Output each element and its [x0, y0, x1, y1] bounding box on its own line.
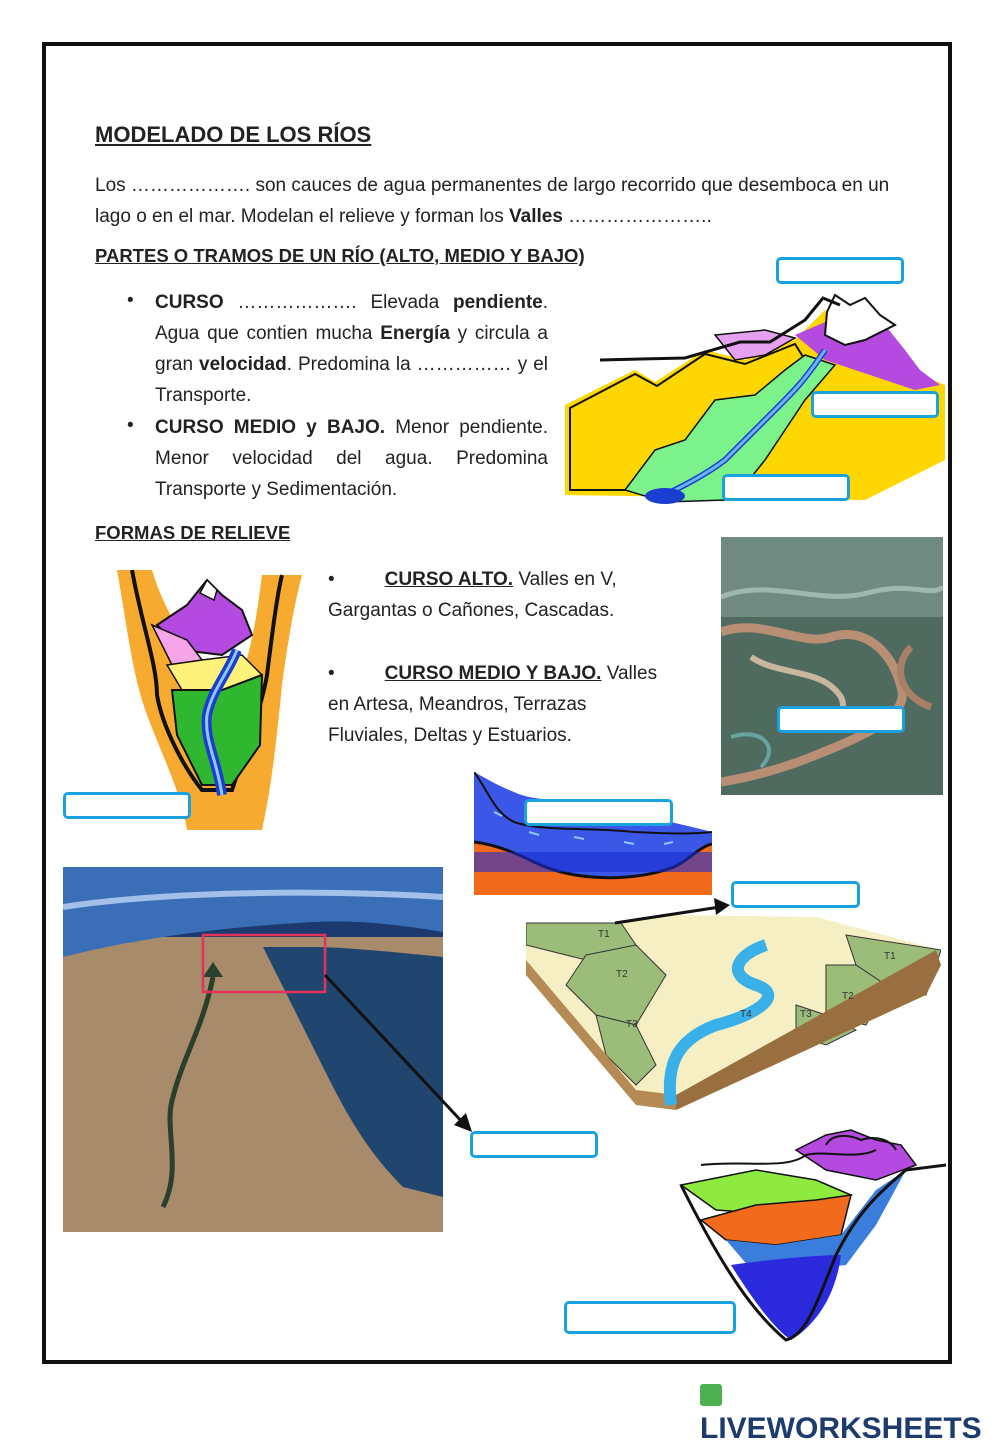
fluvial-terraces-illustration: [526, 905, 941, 1115]
artesa-valley-illustration: [474, 772, 712, 895]
bullet1-pendiente: pendiente: [452, 292, 543, 313]
bullet-curso-alto: [155, 287, 548, 411]
answer-box-curso-alto[interactable]: [776, 257, 904, 284]
formas-alto-text: Valles en V,: [513, 569, 617, 590]
liveworksheets-icon: [700, 1384, 722, 1406]
formas-alto-head: CURSO ALTO.: [384, 569, 514, 590]
bullet2-head: CURSO MEDIO y BAJO.: [155, 417, 386, 438]
terraces-arrow: [610, 895, 735, 930]
formas-medio-line3: Fluviales, Deltas y Estuarios.: [328, 725, 572, 746]
meander-photo: [721, 537, 943, 795]
brand-text: LIVEWORKSHEETS: [700, 1412, 982, 1445]
formas-medio-text: Valles: [601, 663, 658, 684]
bullet1-dots: ………………. Elevada: [223, 292, 453, 313]
bullet-dot: •: [328, 663, 335, 684]
answer-box-valle-v[interactable]: [63, 792, 191, 819]
terrace-label: T3: [800, 1009, 812, 1020]
answer-box-delta[interactable]: [470, 1131, 598, 1158]
answer-box-valle-artesa[interactable]: [524, 799, 673, 826]
formas-alto-line1: [328, 564, 617, 595]
answer-box-curso-bajo[interactable]: [722, 474, 850, 501]
intro-text-1: Los ………………. son cauces de agua permanentes de largo recorrido que desemboca en un lago o en el mar. Modelan el relieve y forman los: [95, 175, 890, 227]
terrace-label: T3: [626, 1019, 638, 1030]
delta-arrow: [320, 970, 480, 1140]
formas-medio-line1: [328, 658, 657, 689]
bullet1-text1: . Agua que contien mucha: [155, 292, 548, 344]
answer-box-meandro[interactable]: [777, 706, 905, 733]
formas-medio-line2: en Artesa, Meandros, Terrazas: [328, 694, 587, 715]
section-formas-heading: FORMAS DE RELIEVE: [95, 522, 291, 543]
terrace-label: T2: [842, 991, 854, 1002]
terrace-label: T1: [884, 951, 896, 962]
formas-medio-head: CURSO MEDIO Y BAJO.: [384, 663, 602, 684]
bullet1-energia: Energía: [380, 323, 450, 344]
section-tramos-heading: PARTES O TRAMOS DE UN RÍO (ALTO, MEDIO Y BAJO): [95, 245, 585, 266]
intro-valles: Valles: [509, 206, 563, 227]
bullet1-text3: . Predomina la …………… y el Transporte.: [155, 354, 548, 406]
bullet1-velocidad: velocidad: [199, 354, 287, 375]
answer-box-terrazas[interactable]: [731, 881, 860, 908]
bullet1-curso: CURSO: [155, 292, 224, 313]
intro-text-2: …………………..: [562, 206, 712, 227]
liveworksheets-logo: [700, 1378, 1000, 1446]
page-title: MODELADO DE LOS RÍOS: [95, 122, 372, 147]
bullet-dot: •: [328, 569, 335, 590]
terrace-label: T4: [740, 1009, 752, 1020]
bullet1-text2: y circula a gran: [155, 323, 548, 375]
terrace-label: T1: [598, 929, 610, 940]
bullet2-text: Menor pendiente. Menor velocidad del agua. Predomina Transporte y Sedimentación.: [155, 417, 548, 500]
terrace-label: T2: [616, 969, 628, 980]
bullet-curso-medio-bajo: [155, 412, 548, 505]
answer-box-curso-medio[interactable]: [811, 391, 939, 418]
bullet-dot: •: [127, 415, 134, 436]
intro-paragraph: [95, 170, 925, 232]
formas-alto-line2: Gargantas o Cañones, Cascadas.: [328, 600, 615, 621]
answer-box-estuario[interactable]: [564, 1301, 736, 1334]
bullet-dot: •: [127, 290, 134, 311]
